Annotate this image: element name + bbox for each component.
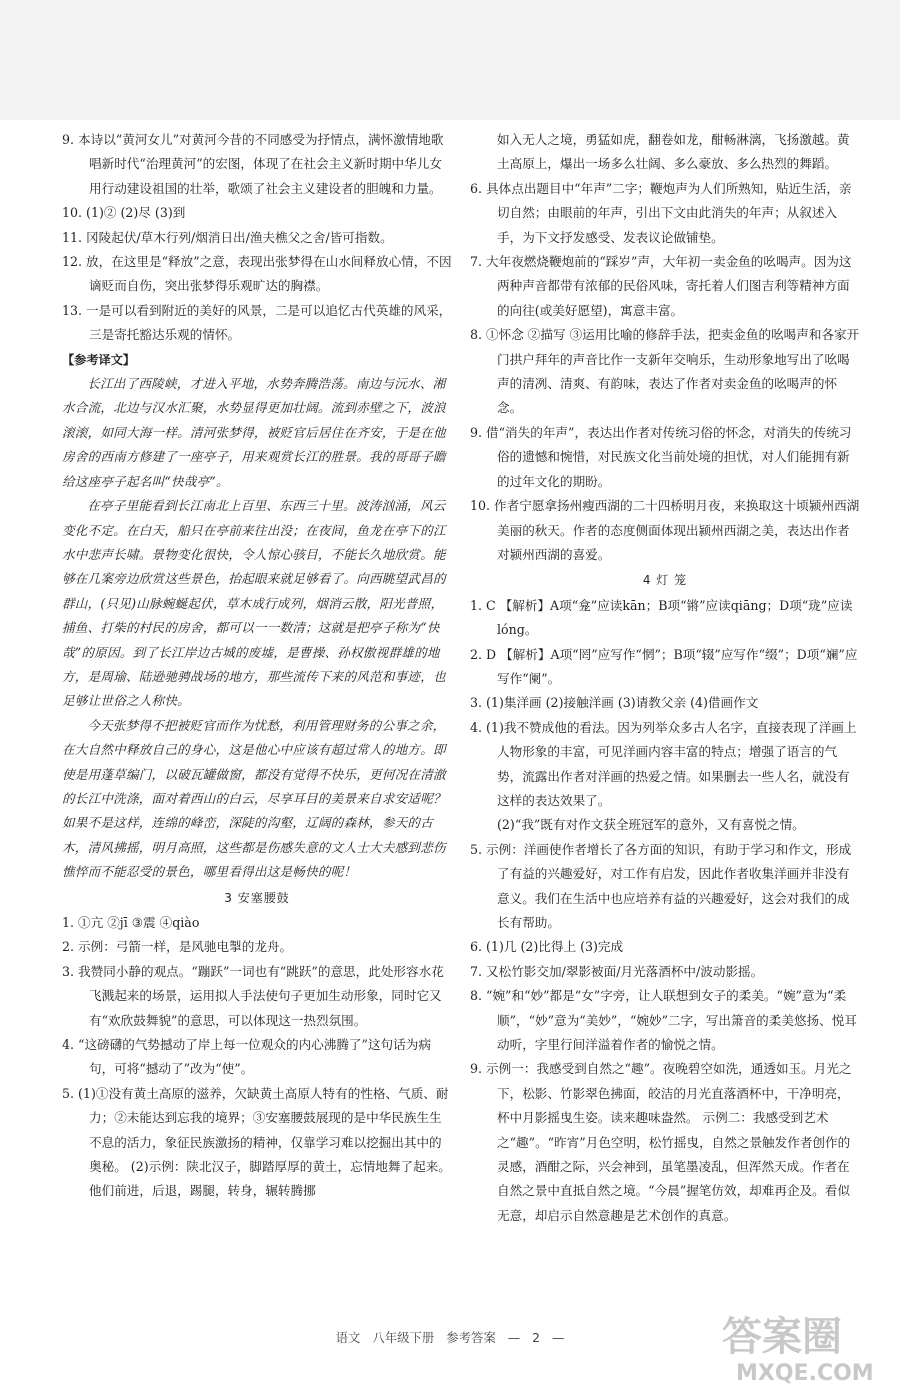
answer-item: 2. D 【解析】A项“罔”应写作“惘”；B项“辍”应写作“缀”；D项“斓”应写作“阑”。 [470, 646, 858, 686]
translation-paragraph: 长江出了西陵峡，才进入平地，水势奔腾浩荡。南边与沅水、湘水合流，北边与汉水汇聚，水势显得更加壮阔。流到赤壁之下，波浪滚滚，如同大海一样。清河张梦得，被贬官后居住在齐安，于是在他房舍的西南方修建了一座亭子，用来观赏长江的胜景。我的哥哥子瞻给这座亭子起名叫“快哉亭”。 [62, 376, 446, 489]
left-column [62, 128, 452, 1204]
scan-top-margin [0, 0, 900, 120]
answer-item: 3. 我赞同小静的观点。“蹦跃”一词也有“跳跃”的意思，此处形容水花飞溅起来的场景，运用拟人手法使句子更加生动形象，同时它又有“欢欣鼓舞貌”的意思，可以体现这一热烈氛围。 [62, 963, 444, 1028]
answer-item: 2. 示例：弓箭一样，是风驰电掣的龙舟。 [62, 939, 293, 955]
footer-grade: 八年级下册 [372, 1330, 435, 1345]
answer-item: 11. 冈陵起伏/草木行列/烟消日出/渔夫樵父之舍/皆可指数。 [62, 229, 393, 245]
answer-item: 如入无人之境，勇猛如虎，翻卷如龙，酣畅淋漓，飞扬激越。黄土高原上，爆出一场多么壮阔、多么豪放、多么热烈的舞蹈。 [497, 132, 850, 172]
answer-item: 13. 一是可以看到附近的美好的风景，二是可以追忆古代英雄的风采，三是寄托豁达乐观的情怀。 [62, 302, 452, 343]
right-column [470, 128, 860, 1228]
answer-item: 6. (1)几 (2)比得上 (3)完成 [470, 939, 624, 955]
answer-item: 1. ①亢 ②jī ③震 ④qiào [62, 915, 200, 930]
translation-paragraph: 在亭子里能看到长江南北上百里、东西三十里。波涛汹涌，风云变化不定。在白天，船只在亭前来往出没；在夜间，鱼龙在亭下的江水中悲声长啸。景物变化很快，令人惊心骇目，不能长久地欣赏。能够在几案旁边欣赏这些景色，抬起眼来就足够看了。向西眺望武昌的群山，(只见)山脉蜿蜒起伏，草木成行成列，烟消云散，阳光普照，捕鱼、打柴的村民的房舍，都可以一一数清；这就是把亭子称为“快哉”的原因。到了长江岸边古城的废墟，是曹操、孙权傲视群雄的地方，是周瑜、陆逊驰骋战场的地方，那些流传下来的风范和事迹，也足够让世俗之人称快。 [62, 498, 446, 709]
answer-item: 4. “这磅礴的气势撼动了岸上每一位观众的内心沸腾了”这句话为病句，可将“撼动了”改为“使”。 [62, 1037, 431, 1077]
footer-doc-type: 参考答案 [446, 1330, 496, 1345]
translation-body [62, 372, 452, 885]
watermark-logo-text: 答案圈 [722, 1314, 842, 1360]
answer-item: 8. ①怀念 ②描写 ③运用比喻的修辞手法，把卖金鱼的吆喝声和各家开门拱户拜年的声音比作一支新年交响乐，生动形象地写出了吆喝声的清冽、清爽、有韵味，表达了作者对卖金鱼的吆喝声的怀念。 [470, 327, 860, 416]
answer-item: 9. 示例一：我感受到自然之“趣”。夜晚碧空如洗，通透如玉。月光之下，松影、竹影翠色拂面，皎洁的月光直落酒杯中，干净明亮，杯中月影摇曳生姿。读来趣味盎然。 示例二：我感受到艺术之“趣”。“昨宵”月色空明，松竹摇曳，自然之景触发作者创作的灵感，酒酣之际，兴会神到，虽笔墨凌乱，但浑然天成。作者在自然之景中直抵自然之境。“今晨”握笔仿效，却难再企及。看似无意，却启示自然意趣是艺术创作的真意。 [470, 1061, 852, 1223]
watermark-logo [716, 1306, 886, 1386]
answers-section-3 [62, 911, 452, 1204]
translation-paragraph: 今天张梦得不把被贬官而作为忧愁，利用管理财务的公事之余，在大自然中释放自己的身心，这是他心中应该有超过常人的地方。即使是用蓬草编门，以破瓦罐做窗，都没有觉得不快乐，更何况在清澈的长江中洗涤，面对着西山的白云，尽享耳目的美景来自求安适呢？如果不是这样，连绵的峰峦，深陡的沟壑，辽阔的森林，参天的古木，清风拂摇，明月高照，这些都是伤感失意的文人士大夫感到悲伤憔悴而不能忍受的景色，哪里看得出这是畅快的呢！ [62, 717, 446, 880]
answer-item: 8. “婉”和“妙”都是“女”字旁，让人联想到女子的柔美。“婉”意为“柔顺”，“妙”意为“美妙”，“婉妙”二字，写出箫音的柔美悠扬、悦耳动听，字里行间洋溢着作者的愉悦之情。 [470, 988, 857, 1053]
footer-subject: 语文 [335, 1330, 361, 1345]
answers-section-4 [470, 594, 860, 1229]
section-3-title: 3 安塞腰鼓 [224, 890, 290, 905]
answer-item: 10. (1)② (2)尽 (3)到 [62, 205, 186, 221]
answer-item: 7. 大年夜燃烧鞭炮前的“踩岁”声，大年初一卖金鱼的吆喝声。因为这两种声音都带有浓郁的民俗风味，寄托着人们图吉利等精神方面的向往(或美好愿望)，寓意丰富。 [470, 254, 852, 318]
answer-item: 7. 又松竹影交加/翠影被面/月光落酒杯中/波动影摇。 [470, 963, 764, 979]
answer-item: 3. (1)集洋画 (2)接触洋画 (3)请教父亲 (4)借画作文 [470, 695, 759, 711]
answers-section-3-continued [470, 128, 860, 567]
answer-item: 6. 具体点出题目中“年声”二字；鞭炮声为人们所熟知，贴近生活，亲切自然；由眼前的年声，引出下文由此消失的年声；从叙述入手，为下文抒发感受、发表议论做铺垫。 [470, 180, 852, 245]
watermark-logo-url: MXQE.COM [736, 1361, 874, 1386]
footer-page-number: — 2 — [507, 1330, 565, 1345]
translation-title: 【参考译文】 [62, 352, 136, 367]
answer-item: 9. 借“消失的年声”，表达出作者对传统习俗的怀念，对消失的传统习俗的遗憾和惋惜，对民族文化当前处境的担忧，对人们能拥有新的过年文化的期盼。 [470, 424, 852, 489]
answer-item: 12. 放，在这里是“释放”之意，表现出张梦得在山水间释放心情，不因谪贬而自伤，突出张梦得乐观旷达的胸襟。 [62, 254, 452, 294]
answer-item: 1. C 【解析】A项“龛”应读kān；B项“锵”应读qiāng；D项“珑”应读lóng。 [470, 597, 853, 638]
answer-item: 9. 本诗以“黄河女儿”对黄河今昔的不同感受为抒情点，满怀激情地歌唱新时代“治理黄河”的宏图，体现了在社会主义新时期中华儿女用行动建设祖国的壮举，歌颂了社会主义建设者的胆魄和力量。 [62, 132, 444, 196]
answer-item: 4. (1)我不赞成他的看法。因为列举众多古人名字，直接表现了洋画上人物形象的丰富，可见洋画内容丰富的特点；增强了语言的气势，流露出作者对洋画的热爱之情。如果删去一些人名，就没有这样的表达效果了。 [470, 719, 857, 808]
answers-section-2 [62, 128, 452, 348]
section-4-title: 4 灯 笼 [642, 573, 688, 588]
answer-item: 5. 示例：洋画使作者增长了各方面的知识，有助于学习和作文，形成了有益的兴趣爱好，对工作有启发，因此作者收集洋画并非没有意义。我们在生活中也应培养有益的兴趣爱好，这会对我们的成长有帮助。 [470, 841, 852, 930]
answer-item: 10. 作者宁愿拿扬州瘦西湖的二十四桥明月夜，来换取这十顷颍州西湖美丽的秋天。作者的态度侧面体现出颍州西湖之美，表达出作者对颍州西湖的喜爱。 [470, 498, 860, 562]
answer-item: (2)“我”既有对作文获全班冠军的意外，又有喜悦之情。 [497, 817, 805, 833]
answer-item: 5. (1)①没有黄土高原的滋养，欠缺黄土高原人特有的性格、气质、耐力；②未能达到忘我的境界；③安塞腰鼓展现的是中华民族生生不息的活力，象征民族激扬的精神，仅靠学习难以挖掘出其中的奥秘。 (2)示例：陕北汉子，脚踏厚厚的黄土，忘情地舞了起来。他们前进，后退，踢腿，转身，辗转腾挪 [62, 1085, 451, 1199]
